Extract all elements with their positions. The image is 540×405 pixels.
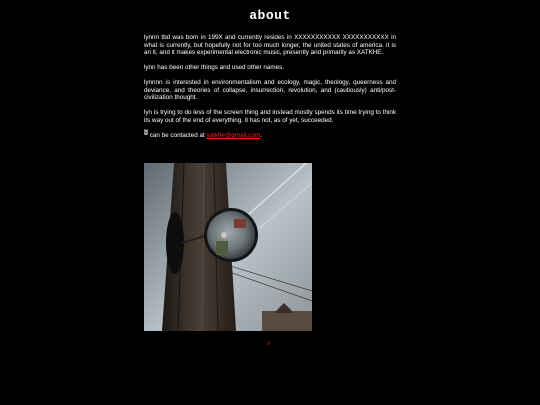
page-title: about bbox=[249, 8, 291, 23]
photo-convex-mirror bbox=[144, 163, 312, 331]
name-glyph: ʬ bbox=[144, 128, 149, 138]
contact-line bbox=[144, 128, 396, 140]
bio-paragraph-4: lyn is trying to do less of the screen thing and instead mostly spends its time trying to think its way out of the end of everything. it has not, as of yet, succeeded. bbox=[144, 108, 396, 124]
bio-paragraph-1: lynnn tbd was born in 199X and currently resides in XXXXXXXXXXX XXXXXXXXXXX in what is currently, but hopefully not for too much longer, the united states of america. it is an it, and it makes experimental electronic music, presently and primarily as XATKHE. bbox=[144, 34, 396, 57]
contact-period: . bbox=[260, 132, 262, 140]
footer-home-link[interactable]: a bbox=[267, 341, 271, 347]
bio-content bbox=[144, 34, 396, 147]
email-link[interactable]: xatkhe@gmail.com bbox=[206, 132, 261, 140]
bio-paragraph-2: lynn has been other things and used other names. bbox=[144, 64, 285, 72]
mirror-photo-illustration bbox=[144, 163, 312, 331]
bio-paragraph-3: lynnnn is interested in environmentalism and ecology, magic, theology, queerness and deviance, and theories of collapse, insurrection, revolution, and (cautiously) anti/post-civilization thought. bbox=[144, 78, 396, 102]
contact-text: can be contacted at bbox=[148, 132, 207, 140]
